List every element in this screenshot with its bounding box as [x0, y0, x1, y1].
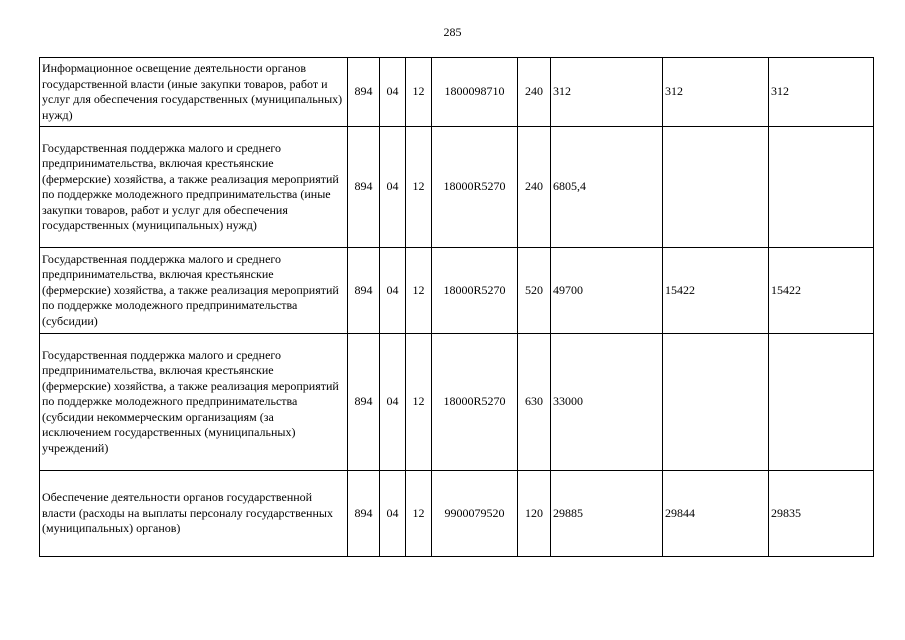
expense-type-code: 520: [518, 248, 551, 334]
amount-year-3: 29835: [769, 471, 874, 557]
amount-year-2: 15422: [663, 248, 769, 334]
expense-type-code: 240: [518, 58, 551, 127]
subsection-code: 12: [406, 127, 432, 248]
row-name: Информационное освещение деятельности органов государственной власти (иные закупки товаров, работ и услуг для обеспечения государственных (муниципальных) нужд): [40, 58, 348, 127]
amount-year-2: 312: [663, 58, 769, 127]
ved-code: 894: [348, 58, 380, 127]
amount-year-1: 312: [551, 58, 663, 127]
table-row: [40, 58, 874, 127]
target-article-code: 1800098710: [432, 58, 518, 127]
subsection-code: 12: [406, 471, 432, 557]
target-article-code: 18000R5270: [432, 127, 518, 248]
table-row: [40, 334, 874, 471]
amount-year-2: [663, 127, 769, 248]
subsection-code: 12: [406, 248, 432, 334]
table-row: [40, 127, 874, 248]
row-name: Государственная поддержка малого и среднего предпринимательства, включая крестьянские (фермерские) хозяйства, а также реализация мероприятий по поддержке молодежного предпринимательства (иные закупки товаров, работ и услуг для обеспечения государственных (муниципальных) нужд): [40, 127, 348, 248]
subsection-code: 12: [406, 334, 432, 471]
section-code: 04: [380, 471, 406, 557]
amount-year-3: [769, 334, 874, 471]
budget-table: [39, 57, 874, 557]
table-row: [40, 471, 874, 557]
ved-code: 894: [348, 248, 380, 334]
expense-type-code: 630: [518, 334, 551, 471]
ved-code: 894: [348, 471, 380, 557]
ved-code: 894: [348, 127, 380, 248]
target-article-code: 9900079520: [432, 471, 518, 557]
amount-year-2: 29844: [663, 471, 769, 557]
section-code: 04: [380, 127, 406, 248]
row-name: Государственная поддержка малого и среднего предпринимательства, включая крестьянские (фермерские) хозяйства, а также реализация мероприятий по поддержке молодежного предпринимательства (субсидии некоммерческим организациям (за исключением государственных (муниципальных) учреждений): [40, 334, 348, 471]
subsection-code: 12: [406, 58, 432, 127]
amount-year-3: 312: [769, 58, 874, 127]
ved-code: 894: [348, 334, 380, 471]
amount-year-1: 6805,4: [551, 127, 663, 248]
row-name: Обеспечение деятельности органов государственной власти (расходы на выплаты персоналу государственных (муниципальных) органов): [40, 471, 348, 557]
amount-year-3: [769, 127, 874, 248]
amount-year-1: 29885: [551, 471, 663, 557]
section-code: 04: [380, 248, 406, 334]
expense-type-code: 120: [518, 471, 551, 557]
amount-year-3: 15422: [769, 248, 874, 334]
amount-year-1: 49700: [551, 248, 663, 334]
target-article-code: 18000R5270: [432, 248, 518, 334]
page-number: 285: [443, 25, 462, 39]
target-article-code: 18000R5270: [432, 334, 518, 471]
expense-type-code: 240: [518, 127, 551, 248]
section-code: 04: [380, 58, 406, 127]
amount-year-1: 33000: [551, 334, 663, 471]
amount-year-2: [663, 334, 769, 471]
table-row: [40, 248, 874, 334]
row-name: Государственная поддержка малого и среднего предпринимательства, включая крестьянские (фермерские) хозяйства, а также реализация мероприятий по поддержке молодежного предпринимательства (субсидии): [40, 248, 348, 334]
section-code: 04: [380, 334, 406, 471]
